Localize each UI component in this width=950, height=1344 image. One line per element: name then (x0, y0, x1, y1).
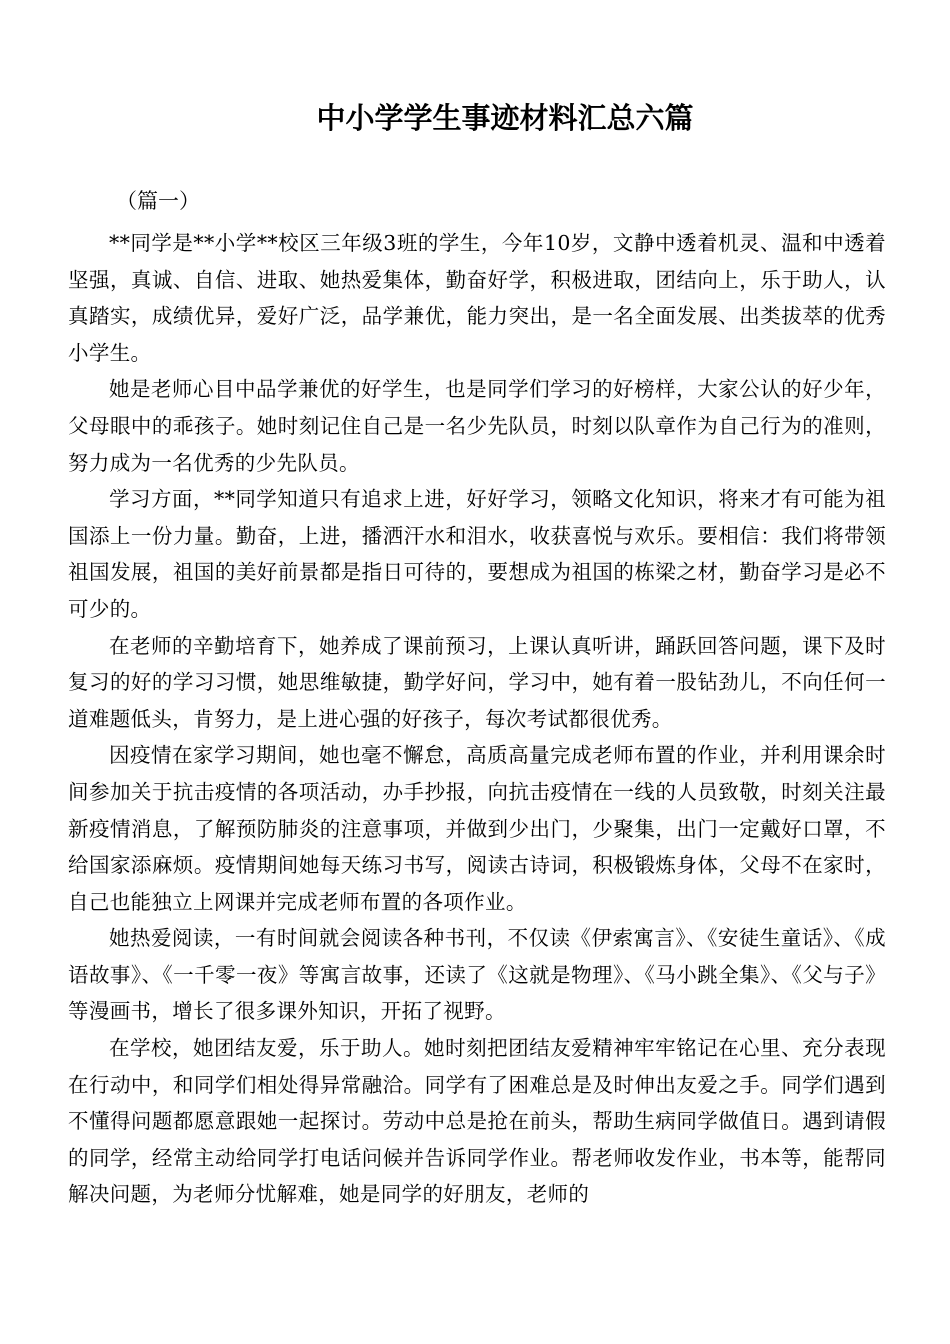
section-label: （篇一） (116, 189, 200, 213)
paragraph: 她热爱阅读，一有时间就会阅读各种书刊，不仅读《伊索寓言》、《安徒生童话》、《成语故事》、《一千零一夜》等寓言故事，还读了《这就是物理》、《马小跳全集》、《父与子》等漫画书，增长了很多课外知识，开拓了视野。 (68, 926, 886, 1024)
document-body (68, 225, 886, 1213)
paragraph: 她是老师心目中品学兼优的好学生，也是同学们学习的好榜样，大家公认的好少年，父母眼中的乖孩子。她时刻记住自己是一名少先队员，时刻以队章作为自己行为的准则，努力成为一名优秀的少先队员。 (68, 377, 886, 475)
paragraph: **同学是**小学**校区三年级3班的学生，今年10岁，文静中透着机灵、温和中透着坚强，真诚、自信、进取、她热爱集体，勤奋好学，积极进取，团结向上，乐于助人，认真踏实，成绩优异，爱好广泛，品学兼优，能力突出，是一名全面发展、出类拔萃的优秀小学生。 (68, 231, 886, 365)
paragraph: 在学校，她团结友爱，乐于助人。她时刻把团结友爱精神牢牢铭记在心里、充分表现在行动中，和同学们相处得异常融洽。同学有了困难总是及时伸出友爱之手。同学们遇到不懂得问题都愿意跟她一起探讨。劳动中总是抢在前头，帮助生病同学做值日。遇到请假的同学，经常主动给同学打电话问候并告诉同学作业。帮老师收发作业，书本等，能帮同解决问题，为老师分忧解难，她是同学的好朋友，老师的 (68, 1036, 886, 1207)
paragraph: 在老师的辛勤培育下，她养成了课前预习，上课认真听讲，踊跃回答问题，课下及时复习的好的学习习惯，她思维敏捷，勤学好问，学习中，她有着一股钻劲儿，不向任何一道难题低头，肯努力，是上进心强的好孩子，每次考试都很优秀。 (68, 633, 886, 731)
document-title: 中小学学生事迹材料汇总六篇 (316, 101, 694, 135)
paragraph: 学习方面，**同学知道只有追求上进，好好学习，领略文化知识，将来才有可能为祖国添上一份力量。勤奋，上进，播洒汗水和泪水，收获喜悦与欢乐。要相信：我们将带领祖国发展，祖国的美好前景都是指日可待的，要想成为祖国的栋梁之材，勤奋学习是必不可少的。 (68, 487, 886, 621)
paragraph: 因疫情在家学习期间，她也毫不懈怠，高质高量完成老师布置的作业，并利用课余时间参加关于抗击疫情的各项活动，办手抄报，向抗击疫情在一线的人员致敬，时刻关注最新疫情消息，了解预防肺炎的注意事项，并做到少出门，少聚集，出门一定戴好口罩，不给国家添麻烦。疫情期间她每天练习书写，阅读古诗词，积极锻炼身体，父母不在家时，自己也能独立上网课并完成老师布置的各项作业。 (68, 743, 886, 914)
